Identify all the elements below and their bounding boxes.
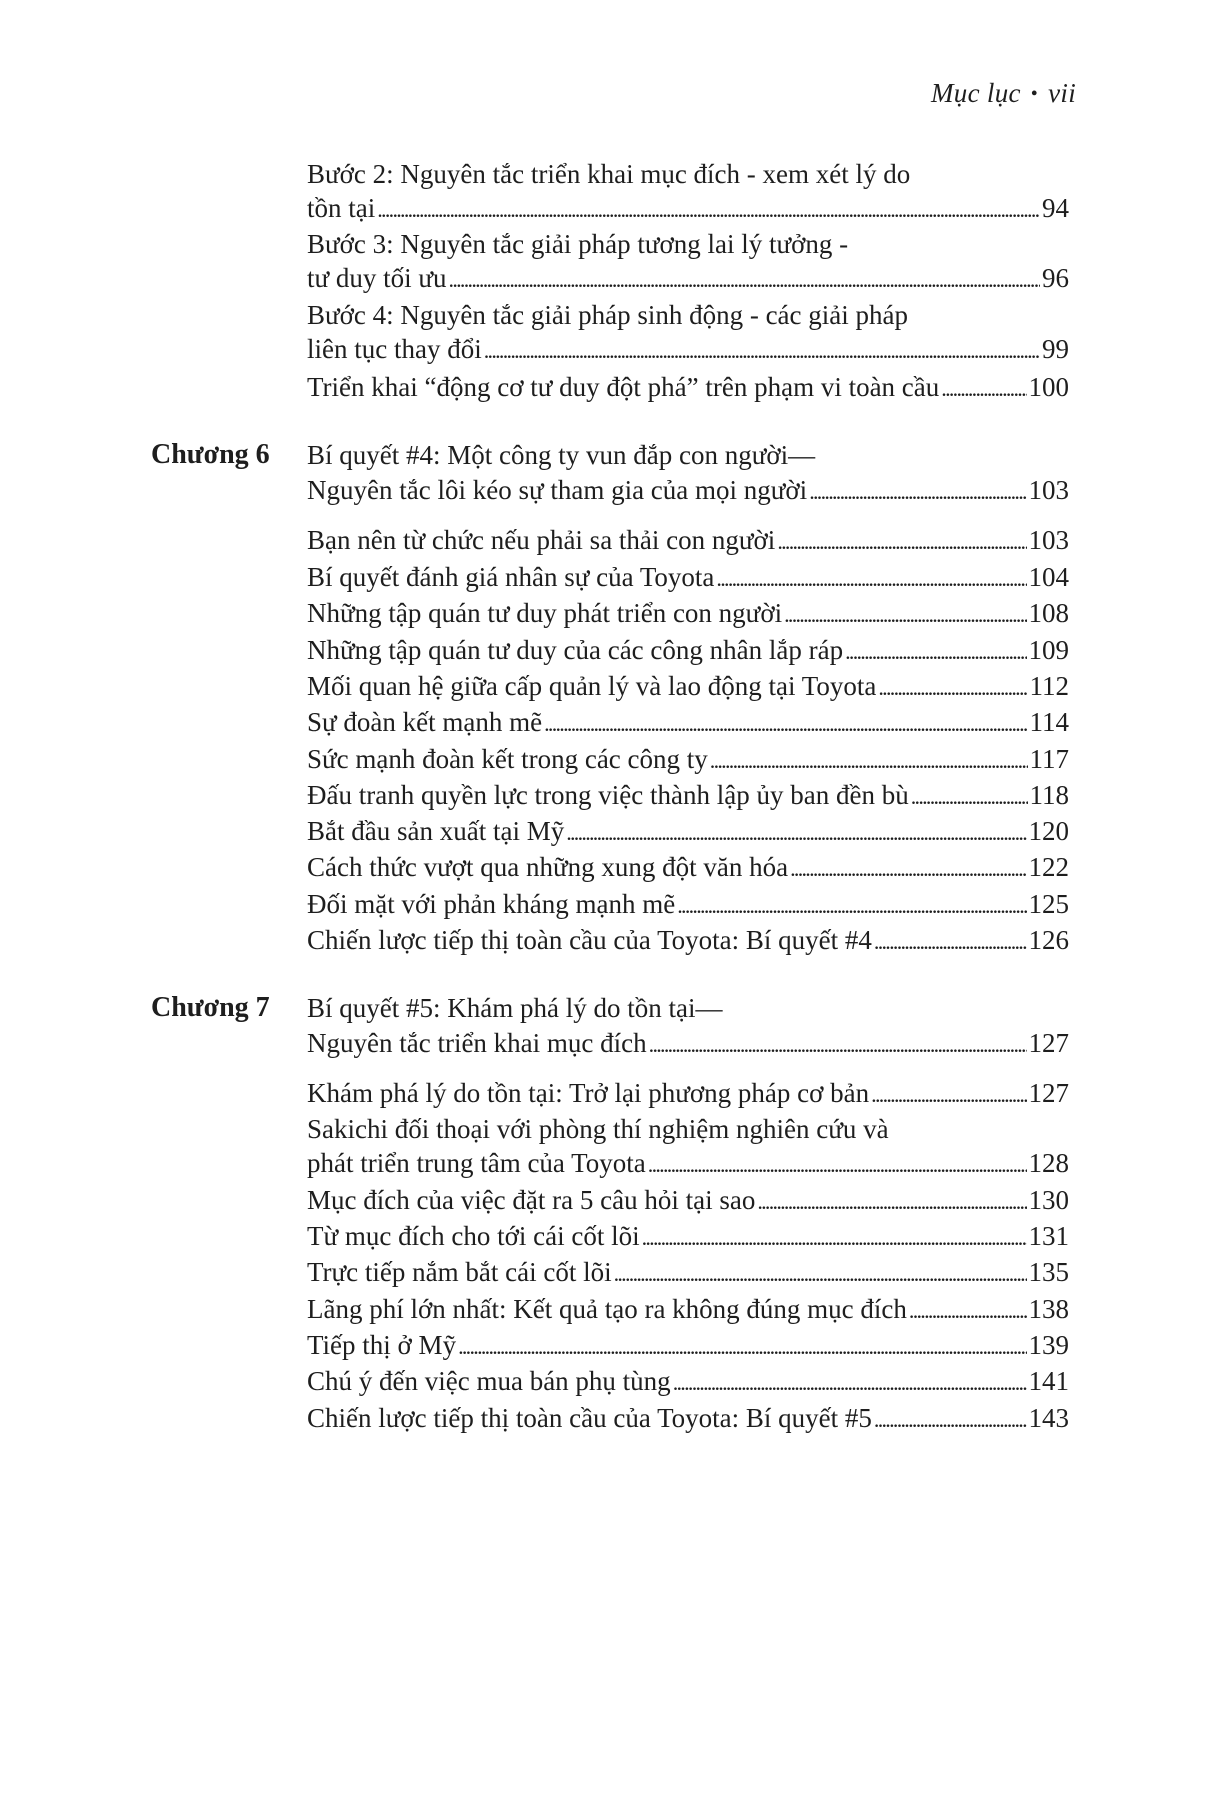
toc-entry-title: tư duy tối ưu (307, 263, 447, 293)
dot-leader (677, 886, 1026, 924)
toc-entry-title: Chú ý đến việc mua bán phụ tùng (307, 1366, 671, 1396)
toc-entry[interactable] (307, 331, 1069, 367)
toc-page-number: 103 (1028, 525, 1069, 555)
toc-page-number: 128 (1028, 1148, 1069, 1178)
dot-leader (716, 559, 1026, 597)
toc-entry[interactable] (307, 886, 1069, 922)
toc-entry-title: Tiếp thị ở Mỹ (307, 1330, 457, 1360)
toc-entry[interactable] (307, 1363, 1069, 1399)
toc-page-number: 99 (1042, 334, 1069, 364)
toc-entry-title: Chiến lược tiếp thị toàn cầu của Toyota: Bí quyết #5 (307, 1403, 872, 1433)
toc-page-number: 100 (1028, 372, 1069, 402)
dot-leader (449, 260, 1040, 298)
bullet-separator: • (1030, 83, 1039, 105)
dot-leader (757, 1182, 1026, 1220)
toc-page-number: 126 (1028, 925, 1069, 955)
dot-leader (874, 922, 1027, 960)
toc-entry-title: Đấu tranh quyền lực trong việc thành lập ủy ban đền bù (307, 780, 909, 810)
dot-leader (790, 849, 1026, 887)
toc-entry-title: Từ mục đích cho tới cái cốt lõi (307, 1221, 640, 1251)
toc-entry[interactable] (307, 1145, 1069, 1181)
toc-entry[interactable] (307, 1182, 1069, 1218)
toc-entry[interactable] (307, 741, 1069, 777)
toc-entry-title: Đối mặt với phản kháng mạnh mẽ (307, 889, 676, 919)
toc-entry[interactable] (307, 595, 1069, 631)
dot-leader (649, 1025, 1027, 1063)
toc-page-number: 127 (1028, 1028, 1069, 1058)
toc-entry-title: Khám phá lý do tồn tại: Trở lại phương pháp cơ bản (307, 1078, 870, 1108)
toc-entry-title: Bạn nên từ chức nếu phải sa thải con người (307, 525, 776, 555)
dot-leader (809, 472, 1026, 510)
dot-leader (911, 777, 1028, 815)
toc-entry[interactable] (307, 849, 1069, 885)
toc-entry[interactable] (307, 1254, 1069, 1290)
toc-entry-title: Bắt đầu sản xuất tại Mỹ (307, 816, 565, 846)
toc-page-number: 125 (1028, 889, 1069, 919)
toc-page-number: 130 (1028, 1185, 1069, 1215)
dot-leader (458, 1327, 1026, 1365)
dot-leader (941, 369, 1026, 407)
dot-leader (377, 190, 1040, 228)
toc-entry-line1[interactable] (307, 1111, 1069, 1147)
toc-entry[interactable] (307, 922, 1069, 958)
toc-entry-title: Triển khai “động cơ tư duy đột phá” trên phạm vi toàn cầu (307, 372, 940, 402)
dot-leader (909, 1291, 1027, 1329)
toc-entry-title: Sự đoàn kết mạnh mẽ (307, 707, 543, 737)
toc-entry[interactable] (307, 1400, 1069, 1436)
toc-entry[interactable] (307, 260, 1069, 296)
chapter-title: Bí quyết #4: Một công ty vun đắp con người— (307, 440, 816, 470)
toc-page-number: 122 (1028, 852, 1069, 882)
toc-entry-title: phát triển trung tâm của Toyota (307, 1148, 646, 1178)
toc-entry-line1[interactable] (307, 156, 1069, 192)
toc-page-number: 118 (1029, 780, 1069, 810)
dot-leader (710, 741, 1028, 779)
dot-leader (777, 522, 1026, 560)
toc-page-number: 143 (1028, 1403, 1069, 1433)
chapter-title-line1[interactable] (307, 437, 1069, 473)
page-number: vii (1048, 78, 1076, 108)
toc-entry[interactable] (307, 777, 1069, 813)
toc-entry[interactable] (307, 704, 1069, 740)
toc-page-number: 120 (1028, 816, 1069, 846)
toc-entry[interactable] (307, 1327, 1069, 1363)
chapter-title-line1[interactable] (307, 990, 1069, 1026)
toc-entry[interactable] (307, 369, 1069, 405)
toc-entry-title: Bí quyết đánh giá nhân sự của Toyota (307, 562, 715, 592)
dot-leader (673, 1363, 1027, 1401)
toc-entry-line1[interactable] (307, 297, 1069, 333)
dot-leader (566, 813, 1026, 851)
dot-leader (784, 595, 1026, 633)
dot-leader (874, 1400, 1027, 1438)
section-title: Mục lục (930, 78, 1021, 108)
toc-page-number: 104 (1028, 562, 1069, 592)
toc-entry-title: Chiến lược tiếp thị toàn cầu của Toyota: Bí quyết #4 (307, 925, 872, 955)
dot-leader (878, 668, 1027, 706)
toc-entry[interactable] (307, 1291, 1069, 1327)
toc-page-number: 141 (1028, 1366, 1069, 1396)
toc-entry-title: Cách thức vượt qua những xung đột văn hóa (307, 852, 789, 882)
toc-entry-title: Những tập quán tư duy phát triển con người (307, 598, 783, 628)
toc-entry[interactable] (307, 559, 1069, 595)
toc-entry[interactable] (307, 668, 1069, 704)
dot-leader (648, 1145, 1027, 1183)
toc-entry[interactable] (307, 813, 1069, 849)
toc-entry[interactable] (307, 1075, 1069, 1111)
dot-leader (845, 632, 1026, 670)
dot-leader (871, 1075, 1026, 1113)
toc-entry-title: Bước 4: Nguyên tắc giải pháp sinh động - các giải pháp (307, 300, 909, 330)
dot-leader (614, 1254, 1027, 1292)
toc-entry-title: Mục đích của việc đặt ra 5 câu hỏi tại sao (307, 1185, 756, 1215)
toc-entry-title: Những tập quán tư duy của các công nhân lắp ráp (307, 635, 844, 665)
toc-page-number: 103 (1028, 475, 1069, 505)
toc-entry-title: Sức mạnh đoàn kết trong các công ty (307, 744, 708, 774)
toc-page-number: 135 (1028, 1257, 1069, 1287)
toc-page-number: 94 (1042, 193, 1069, 223)
chapter-title-entry[interactable] (307, 1025, 1069, 1061)
toc-entry[interactable] (307, 522, 1069, 558)
chapter-title: Nguyên tắc triển khai mục đích (307, 1028, 647, 1058)
toc-entry-title: tồn tại (307, 193, 376, 223)
toc-entry-title: Trực tiếp nắm bắt cái cốt lõi (307, 1257, 612, 1287)
toc-page-number: 96 (1042, 263, 1069, 293)
chapter-title: Bí quyết #5: Khám phá lý do tồn tại— (307, 993, 723, 1023)
toc-entry-title: Lãng phí lớn nhất: Kết quả tạo ra không đúng mục đích (307, 1294, 907, 1324)
toc-page-number: 127 (1028, 1078, 1069, 1108)
toc-entry-title: liên tục thay đổi (307, 334, 482, 364)
running-head (931, 78, 1076, 109)
toc-page-number: 138 (1028, 1294, 1069, 1324)
chapter-label: Chương 6 (151, 439, 270, 470)
toc-page-number: 117 (1029, 744, 1069, 774)
chapter-title: Nguyên tắc lôi kéo sự tham gia của mọi người (307, 475, 808, 505)
toc-entry-line1[interactable] (307, 226, 1069, 262)
toc-page-number: 112 (1029, 671, 1069, 701)
toc-entry[interactable] (307, 632, 1069, 668)
dot-leader (544, 704, 1027, 742)
toc-page-number: 131 (1028, 1221, 1069, 1251)
toc-entry-title: Bước 2: Nguyên tắc triển khai mục đích - xem xét lý do (307, 159, 911, 189)
toc-page-number: 114 (1029, 707, 1069, 737)
toc-entry[interactable] (307, 1218, 1069, 1254)
toc-entry-title: Mối quan hệ giữa cấp quản lý và lao động tại Toyota (307, 671, 877, 701)
chapter-title-entry[interactable] (307, 472, 1069, 508)
toc-page-number: 139 (1028, 1330, 1069, 1360)
toc-page-number: 108 (1028, 598, 1069, 628)
toc-entry-title: Sakichi đối thoại với phòng thí nghiệm nghiên cứu và (307, 1114, 889, 1144)
dot-leader (484, 331, 1040, 369)
toc-entry[interactable] (307, 190, 1069, 226)
chapter-label: Chương 7 (151, 992, 270, 1023)
toc-entry-title: Bước 3: Nguyên tắc giải pháp tương lai lý tưởng - (307, 229, 849, 259)
toc-page-number: 109 (1028, 635, 1069, 665)
dot-leader (642, 1218, 1027, 1256)
